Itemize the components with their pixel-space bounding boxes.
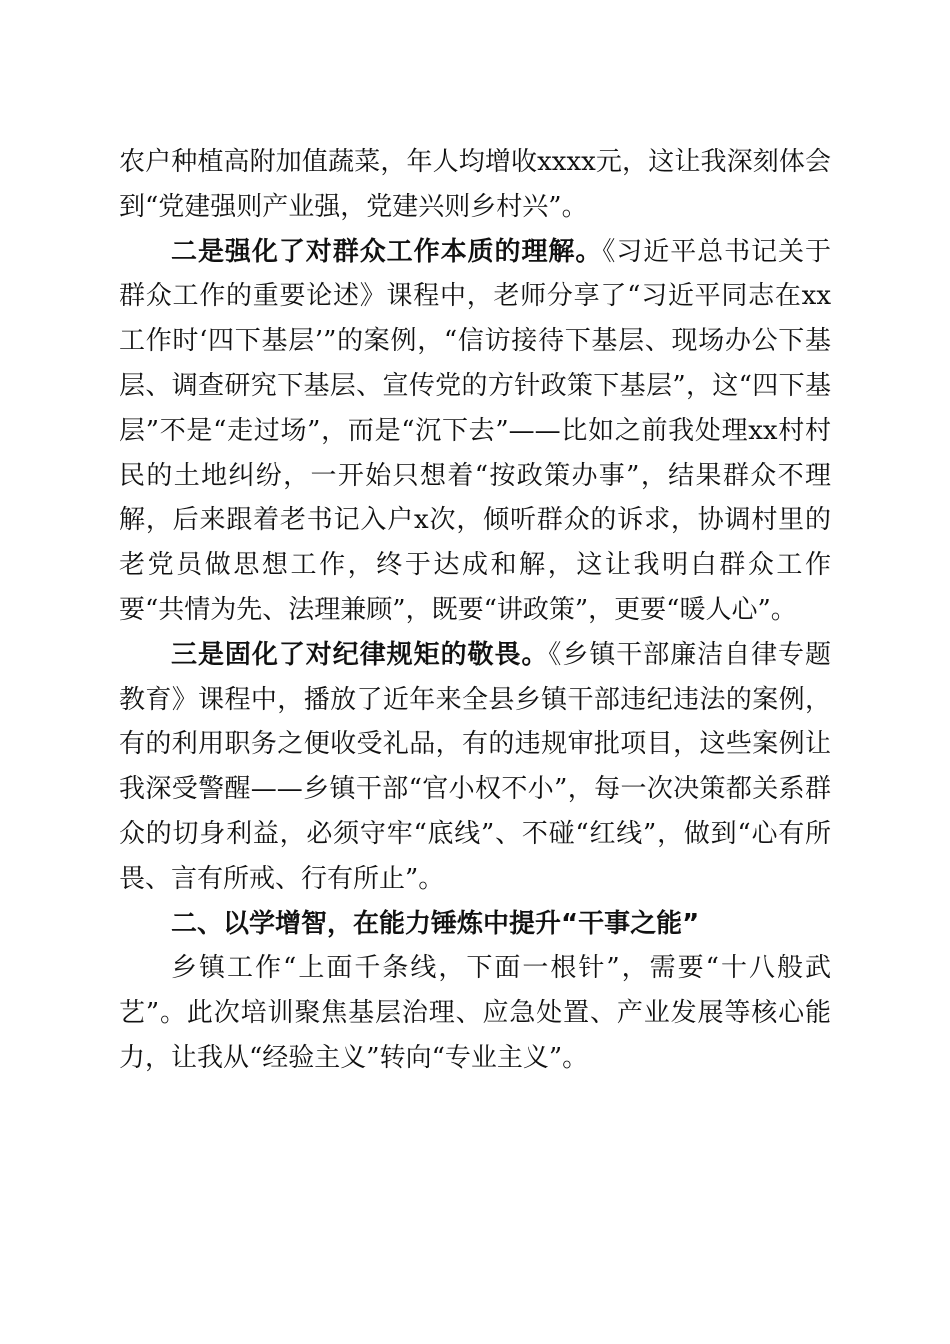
paragraph-point-two — [119, 230, 831, 633]
paragraph-point-three — [119, 633, 831, 902]
point-three-lead: 三是固化了对纪律规矩的敬畏。 — [171, 639, 549, 670]
point-two-lead: 二是强化了对群众工作本质的理解。 — [171, 236, 603, 267]
point-two-text: 《习近平总书记关于群众工作的重要论述》课程中，老师分享了“习近平同志在xx工作时‘四下基层’”的案例，“信访接待下基层、现场办公下基层、调查研究下基层、宣传党的方针政策下基层”，这“四下基层”不是“走过场”，而是“沉下去”——比如之前我处理xx村村民的土地纠纷，一开始只想着“按政策办事”，结果群众不理解，后来跟着老书记入户x次，倾听群众的诉求，协调村里的老党员做思想工作，终于达成和解，这让我明白群众工作要“共情为先、法理兼顾”，既要“讲政策”，更要“暖人心”。 — [119, 236, 831, 625]
section-paragraph: 乡镇工作“上面千条线，下面一根针”，需要“十八般武艺”。此次培训聚焦基层治理、应急处置、产业发展等核心能力，让我从“经验主义”转向“专业主义”。 — [119, 953, 831, 1073]
document-body — [119, 140, 831, 1081]
paragraph-continuation: 农户种植高附加值蔬菜，年人均增收xxxx元，这让我深刻体会到“党建强则产业强，党建兴则乡村兴”。 — [119, 147, 831, 222]
point-three-text: 《乡镇干部廉洁自律专题教育》课程中，播放了近年来全县乡镇干部违纪违法的案例，有的利用职务之便收受礼品，有的违规审批项目，这些案例让我深受警醒——乡镇干部“官小权不小”，每一次决策都关系群众的切身利益，必须守牢“底线”、不碰“红线”，做到“心有所畏、言有所戒、行有所止”。 — [119, 639, 831, 894]
section-heading: 二、以学增智，在能力锤炼中提升“干事之能” — [171, 908, 700, 939]
